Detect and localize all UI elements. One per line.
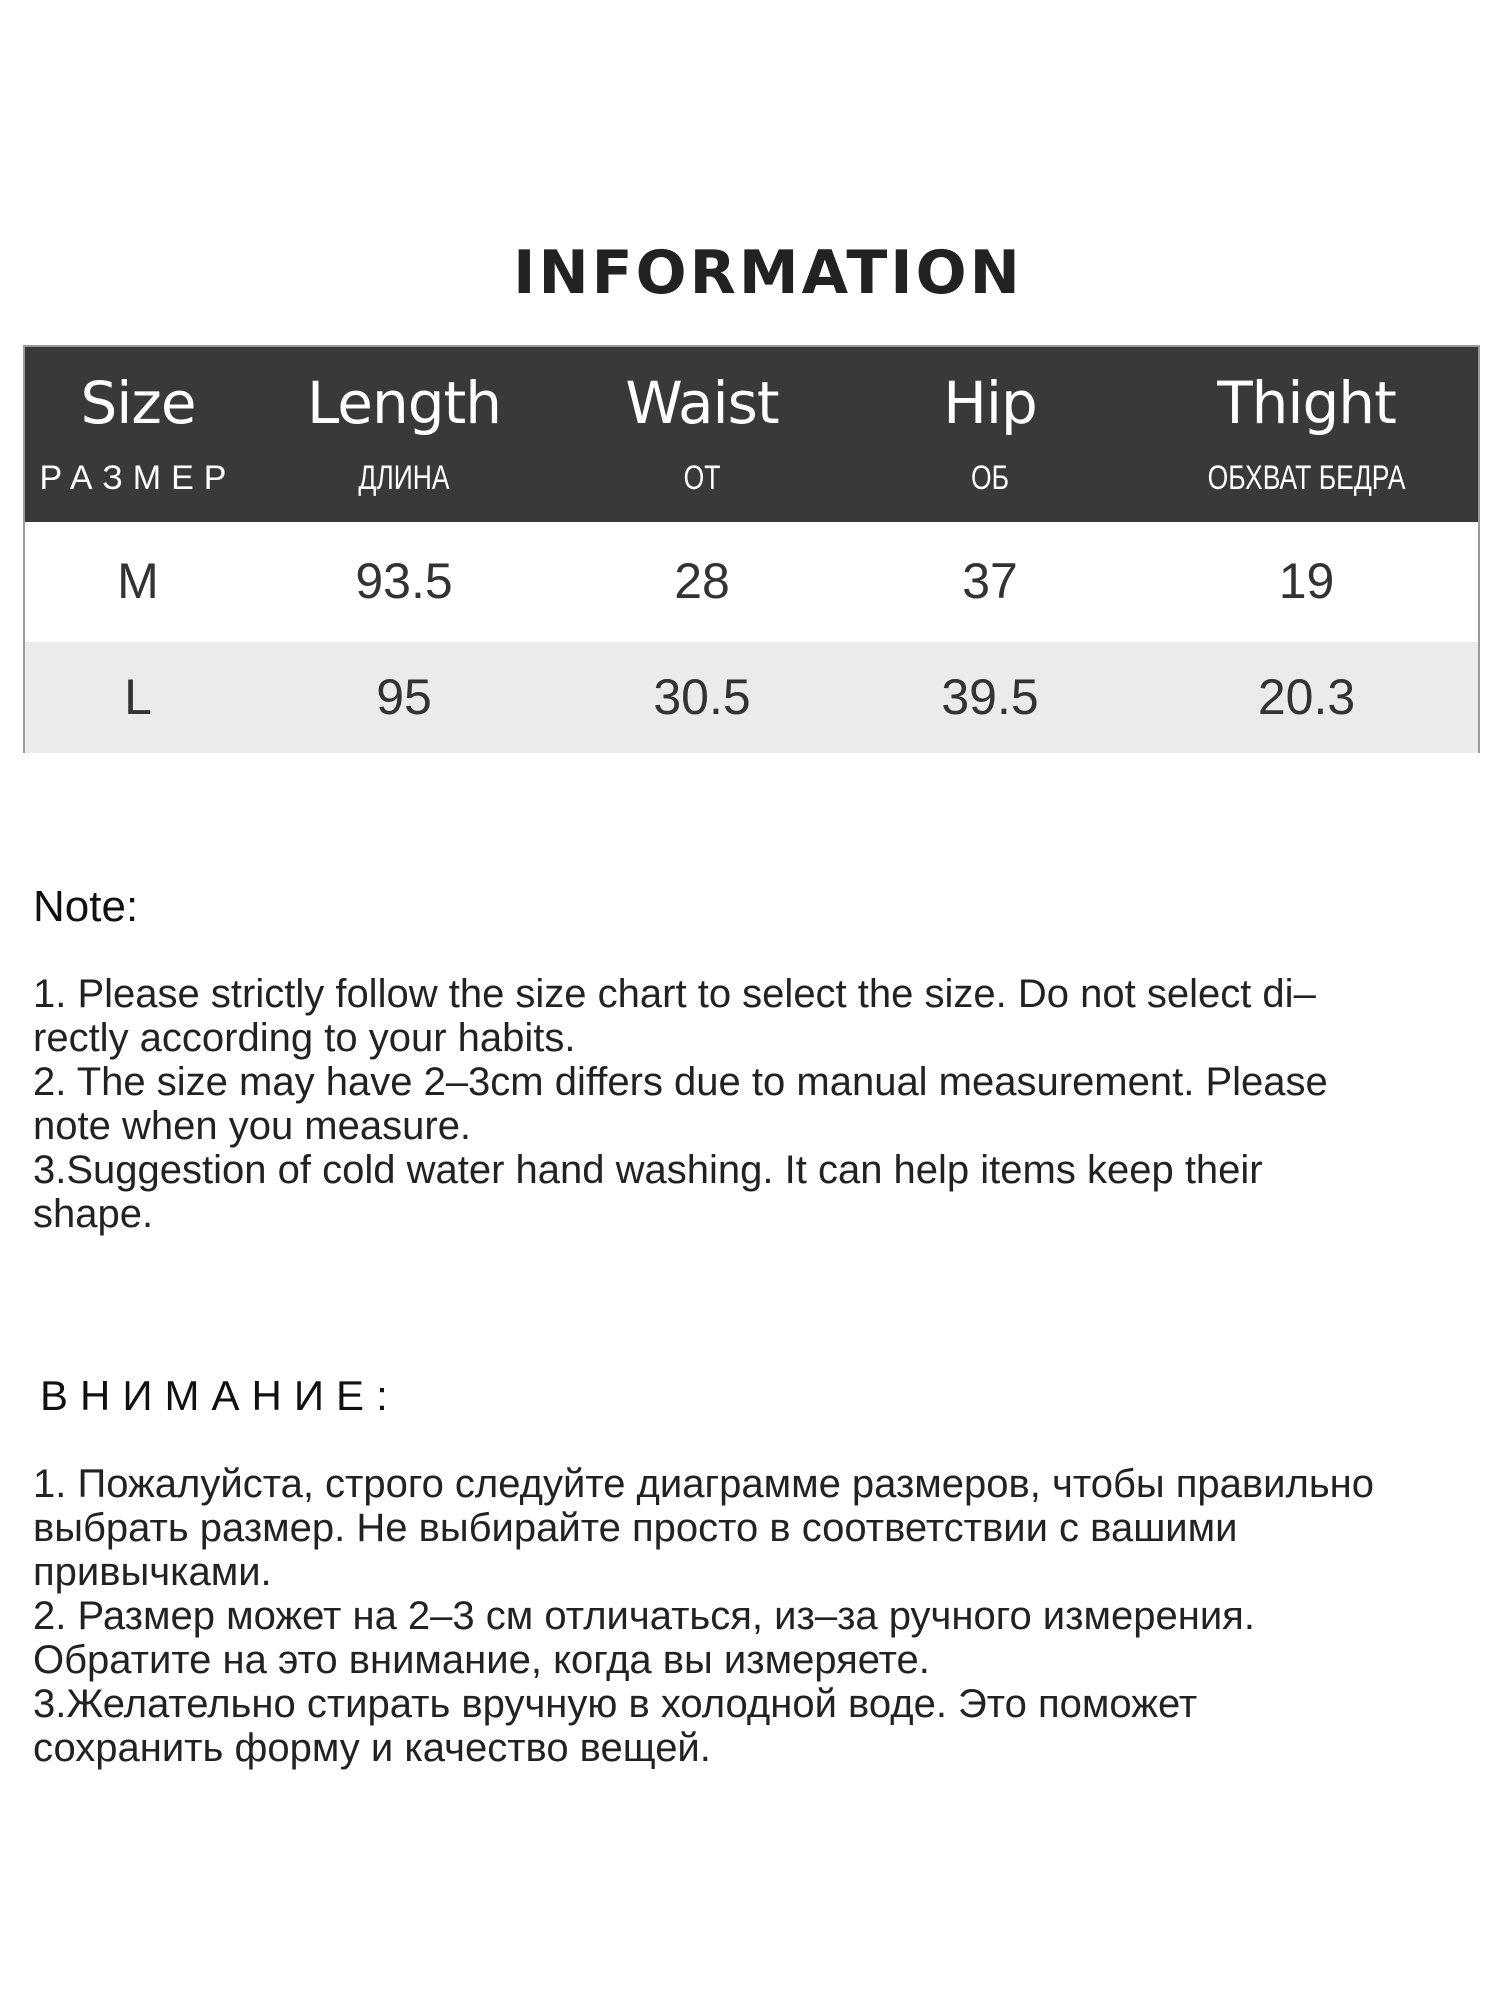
attention-line: выбрать размер. Не выбирайте просто в соответствии с вашими bbox=[33, 1506, 1238, 1550]
cell bbox=[847, 522, 1133, 642]
cell-value: 37 bbox=[962, 553, 1018, 609]
table-row bbox=[25, 642, 1478, 753]
header-sublabel: ОТ bbox=[683, 459, 721, 497]
cell bbox=[847, 642, 1133, 753]
note-line: rectly according to your habits. bbox=[33, 1016, 576, 1060]
page-title: INFORMATION bbox=[513, 238, 1023, 308]
header-sublabel: ОБ bbox=[970, 459, 1010, 497]
attention-line: 3.Желательно стирать вручную в холодной воде. Это поможет bbox=[33, 1682, 1198, 1726]
cell bbox=[25, 642, 251, 753]
note-line: shape. bbox=[33, 1192, 154, 1236]
cell bbox=[1133, 522, 1480, 642]
cell-value: 95 bbox=[376, 669, 432, 725]
cell bbox=[251, 642, 557, 753]
cell-value: 39.5 bbox=[941, 669, 1039, 725]
note-line: 3.Suggestion of cold water hand washing. It can help items keep their bbox=[33, 1148, 1263, 1192]
note-text bbox=[33, 972, 1473, 1236]
cell bbox=[557, 642, 847, 753]
cell-value: L bbox=[124, 669, 152, 725]
note-line: 1. Please strictly follow the size chart to select the size. Do not select di– bbox=[33, 972, 1316, 1016]
header-sublabel: ОБХВАТ БЕДРА bbox=[1207, 459, 1406, 497]
cell-value: 19 bbox=[1278, 553, 1335, 609]
header-length bbox=[251, 347, 557, 522]
cell bbox=[557, 522, 847, 642]
table-header bbox=[25, 347, 1478, 522]
cell-value: 30.5 bbox=[653, 669, 751, 725]
cell-value: 93.5 bbox=[355, 553, 453, 609]
attention-line: привычками. bbox=[33, 1550, 272, 1594]
cell-value: 20.3 bbox=[1257, 669, 1356, 725]
header-size bbox=[25, 347, 251, 522]
attention-text bbox=[33, 1462, 1473, 1770]
size-table bbox=[23, 345, 1480, 753]
header-label: Waist bbox=[625, 369, 779, 437]
header-hip bbox=[847, 347, 1133, 522]
attention-line: 1. Пожалуйста, строго следуйте диаграмме размеров, чтобы правильно bbox=[33, 1462, 1375, 1506]
cell bbox=[25, 522, 251, 642]
header-sublabel: РАЗМЕР bbox=[39, 459, 237, 497]
attention-line: Обратите на это внимание, когда вы измеряете. bbox=[33, 1638, 930, 1682]
header-sublabel: ДЛИНА bbox=[358, 459, 450, 497]
header-thight bbox=[1133, 347, 1480, 522]
note-line: note when you measure. bbox=[33, 1104, 472, 1148]
header-label: Size bbox=[80, 369, 196, 437]
cell-value: 28 bbox=[674, 553, 730, 609]
header-label: Thight bbox=[1217, 369, 1396, 437]
header-label: Hip bbox=[943, 369, 1037, 437]
note-heading: Note: bbox=[33, 882, 139, 931]
attention-line: 2. Размер может на 2–3 см отличаться, из–за ручного измерения. bbox=[33, 1594, 1255, 1638]
attention-heading: ВНИМАНИЕ: bbox=[40, 1372, 400, 1419]
note-line: 2. The size may have 2–3cm differs due to manual measurement. Please bbox=[33, 1060, 1328, 1104]
attention-line: сохранить форму и качество вещей. bbox=[33, 1726, 711, 1770]
header-waist bbox=[557, 347, 847, 522]
cell-value: M bbox=[117, 553, 159, 609]
table-row bbox=[25, 522, 1478, 642]
cell bbox=[251, 522, 557, 642]
header-label: Length bbox=[306, 369, 502, 437]
cell bbox=[1133, 642, 1480, 753]
